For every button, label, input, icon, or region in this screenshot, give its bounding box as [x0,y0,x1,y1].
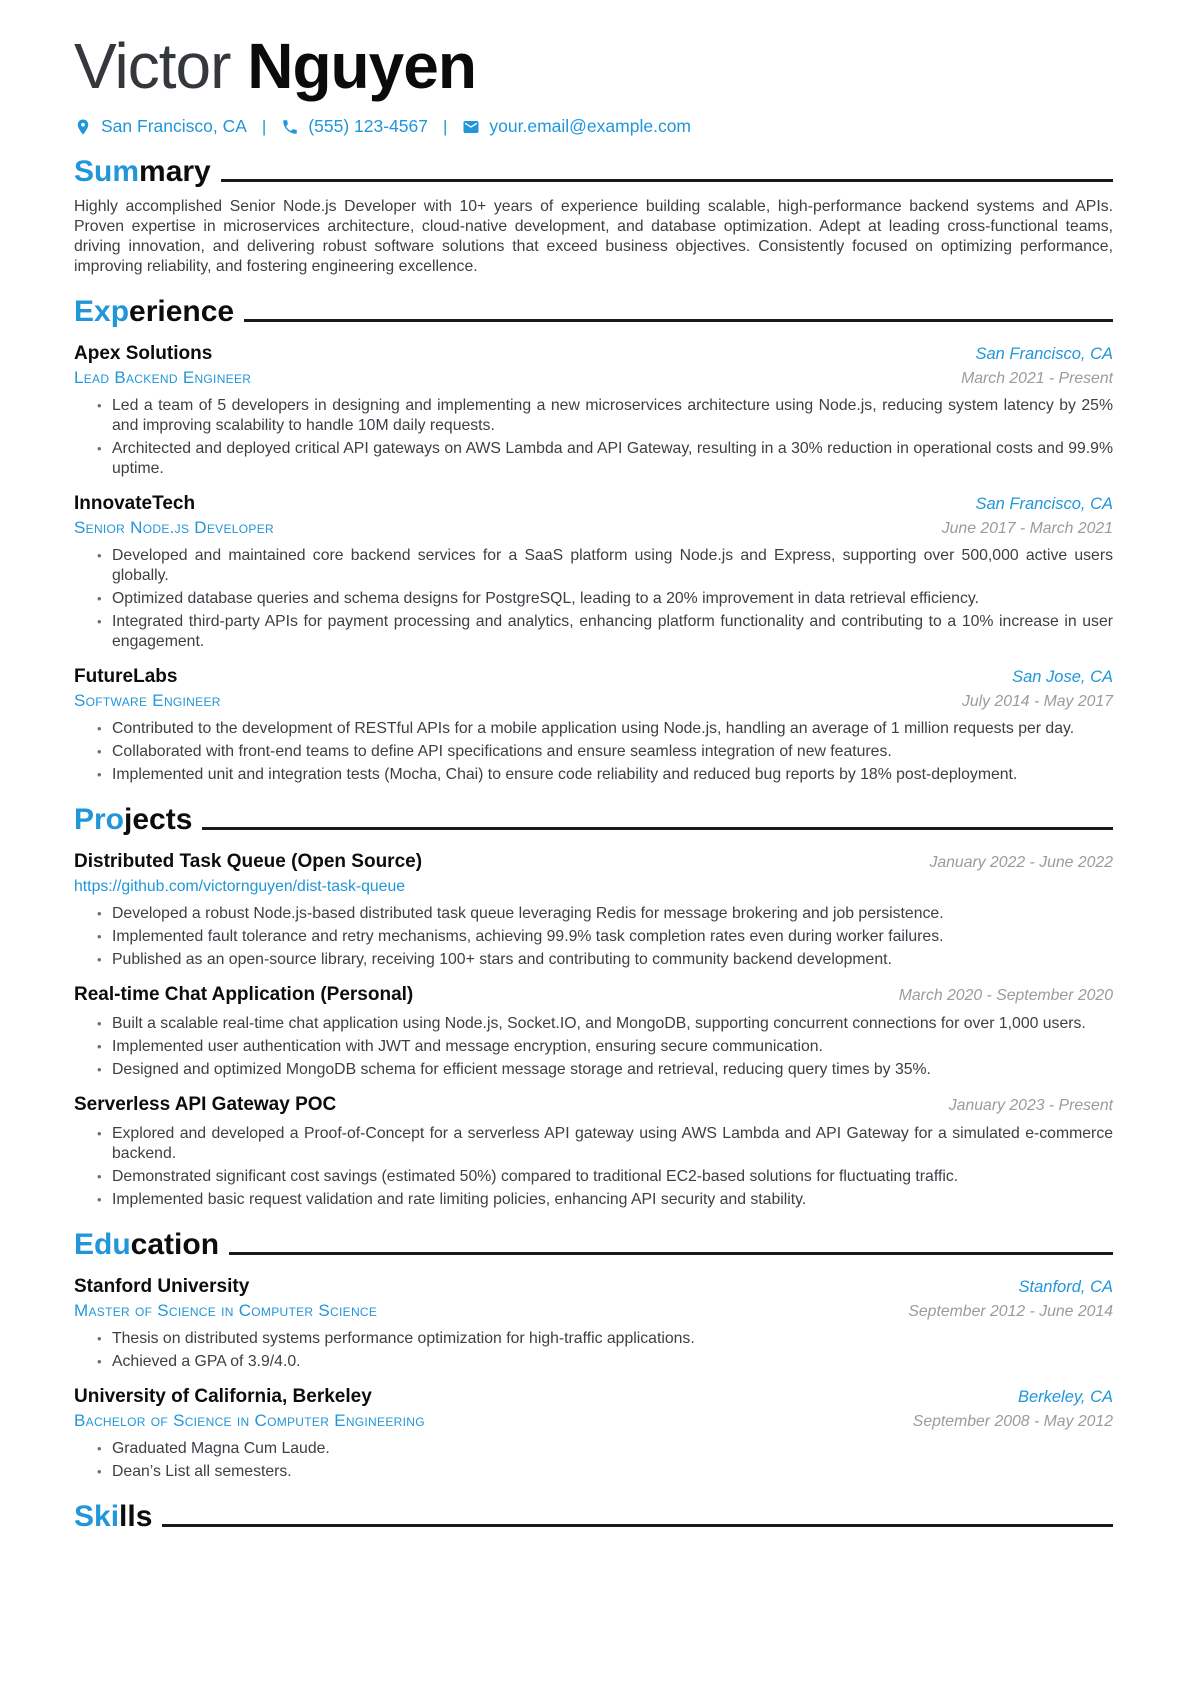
entry-header-row [74,851,1113,873]
project-link[interactable]: https://github.com/victornguyen/dist-task-queue [74,878,406,895]
job-title: Lead Backend Engineer [74,368,252,387]
date-range: July 2014 - May 2017 [961,693,1113,710]
project-entry [74,1094,1113,1210]
education-heading-row [74,1228,1113,1262]
company-name: FutureLabs [74,666,178,687]
bullet-list [74,1124,1113,1210]
bullet-item: • Developed a robust Node.js-based distributed task queue leveraging Redis for message brokering and job persistence. [112,904,1113,924]
bullet-item: • Dean’s List all semesters. [112,1462,1113,1482]
skills-heading [74,1500,152,1534]
summary-text: Highly accomplished Senior Node.js Developer with 10+ years of experience building scalable, high-performance backend systems and APIs. Proven expertise in microservices architecture, cloud-native development, and database optimization. Adept at leading cross-functional teams, driving innovation, and delivering robust software solutions that exceed business objectives. Consistently focused on optimizing performance, improving reliability, and fostering engineering excellence. [74,198,1113,275]
bullet-item: • Collaborated with front-end teams to define API specifications and ensure seamless integration of new features. [112,742,1113,762]
section-projects [74,803,1113,1210]
entry-header-row [74,984,1113,1006]
date-range: June 2017 - March 2021 [941,520,1113,537]
bullet-item: • Thesis on distributed systems performance optimization for high-traffic applications. [112,1329,1113,1349]
projects-heading [74,803,192,837]
bullet-item: • Graduated Magna Cum Laude. [112,1439,1113,1459]
project-name: Real-time Chat Application (Personal) [74,984,414,1005]
experience-entry [74,493,1113,652]
section-experience [74,295,1113,785]
bullet-list [74,396,1113,479]
section-summary [74,155,1113,277]
contact-phone[interactable] [281,116,428,137]
degree: Bachelor of Science in Computer Engineering [74,1411,425,1430]
contact-location [74,116,247,137]
entry-header-row [74,1094,1113,1116]
company-name: Apex Solutions [74,343,213,364]
contact-email[interactable] [462,116,691,137]
experience-heading-row [74,295,1113,329]
project-entry [74,984,1113,1080]
bullet-list [74,1439,1113,1482]
contact-row [74,116,1113,137]
projects-heading-row [74,803,1113,837]
entry-header-row [74,1276,1113,1298]
date-range: March 2021 - Present [961,370,1113,387]
entry-header-row [74,493,1113,515]
project-link-row [74,878,1113,896]
heading-rest: lls [119,1500,153,1533]
summary-heading [74,155,211,189]
project-name: Serverless API Gateway POC [74,1094,337,1115]
person-name [74,30,1113,102]
entry-subheader-row [74,691,1113,711]
job-title: Software Engineer [74,691,221,710]
bullet-item: • Developed and maintained core backend services for a SaaS platform using Node.js and Express, supporting over 500,000 active users globally. [112,546,1113,586]
bullet-item: • Implemented fault tolerance and retry mechanisms, achieving 99.9% task completion rates even during worker failures. [112,927,1113,947]
bullet-item: • Explored and developed a Proof-of-Concept for a serverless API gateway using AWS Lambda and API Gateway for a simulated e-commerce backend. [112,1124,1113,1164]
project-entry [74,851,1113,970]
location-pin-icon [74,118,92,136]
section-education [74,1228,1113,1482]
bullet-item: • Implemented unit and integration tests (Mocha, Chai) to ensure code reliability and reduced bug reports by 18% post-deployment. [112,765,1113,785]
last-name: Nguyen [247,30,476,102]
location-text: San Francisco, CA [101,116,247,136]
school-name: Stanford University [74,1276,250,1297]
company-name: InnovateTech [74,493,196,514]
date-range: January 2023 - Present [948,1097,1113,1114]
job-location: San Francisco, CA [975,495,1113,513]
phone-icon [281,118,299,136]
date-range: September 2012 - June 2014 [908,1303,1113,1320]
bullet-item: • Implemented user authentication with JWT and message encryption, ensuring secure communication. [112,1037,1113,1057]
heading-highlight: Pro [74,803,125,836]
email-text[interactable]: your.email@example.com [489,116,691,136]
entry-subheader-row [74,518,1113,538]
bullet-list [74,546,1113,652]
bullet-list [74,904,1113,970]
bullet-list [74,1014,1113,1080]
bullet-item: • Published as an open-source library, receiving 100+ stars and contributing to community backend development. [112,950,1113,970]
experience-entry [74,666,1113,785]
entry-header-row [74,1386,1113,1408]
heading-rest: cation [130,1228,220,1261]
heading-highlight: Edu [74,1228,131,1261]
bullet-item: • Implemented basic request validation and rate limiting policies, enhancing API security and stability. [112,1190,1113,1210]
bullet-item: • Integrated third-party APIs for payment processing and analytics, enhancing platform functionality and contributing to a 10% increase in user engagement. [112,612,1113,652]
school-name: University of California, Berkeley [74,1386,372,1407]
heading-rule [244,319,1113,322]
school-location: Berkeley, CA [1017,1388,1113,1406]
heading-rest: erience [129,295,235,328]
job-location: San Jose, CA [1012,668,1113,686]
heading-rest: jects [124,803,193,836]
contact-separator: | [442,116,448,136]
bullet-list [74,719,1113,785]
skills-heading-row [74,1500,1113,1534]
entry-header-row [74,343,1113,365]
entry-header-row [74,666,1113,688]
heading-rule [162,1524,1113,1527]
job-title: Senior Node.js Developer [74,518,274,537]
bullet-item: • Built a scalable real-time chat application using Node.js, Socket.IO, and MongoDB, supporting concurrent connections for over 1,000 users. [112,1014,1113,1034]
job-location: San Francisco, CA [975,345,1113,363]
phone-text[interactable]: (555) 123-4567 [308,116,428,136]
bullet-list [74,1329,1113,1372]
date-range: January 2022 - June 2022 [929,854,1113,871]
entry-subheader-row [74,1301,1113,1321]
heading-rule [221,179,1113,182]
school-location: Stanford, CA [1018,1278,1113,1296]
bullet-item: • Optimized database queries and schema designs for PostgreSQL, leading to a 20% improvement in data retrieval efficiency. [112,589,1113,609]
heading-rule [229,1252,1113,1255]
entry-subheader-row [74,368,1113,388]
education-heading [74,1228,219,1262]
heading-rest: mary [139,155,211,188]
bullet-item: • Architected and deployed critical API gateways on AWS Lambda and API Gateway, resulting in a 30% reduction in operational costs and 99.9% uptime. [112,439,1113,479]
heading-highlight: Ski [74,1500,120,1533]
bullet-item: • Achieved a GPA of 3.9/4.0. [112,1352,1113,1372]
bullet-item: • Contributed to the development of RESTful APIs for a mobile application using Node.js, handling an average of 1 million requests per day. [112,719,1113,739]
bullet-item: • Demonstrated significant cost savings (estimated 50%) compared to traditional EC2-based solutions for fluctuating traffic. [112,1167,1113,1187]
education-entry [74,1386,1113,1482]
envelope-icon [462,118,480,136]
heading-rule [202,827,1113,830]
date-range: September 2008 - May 2012 [912,1413,1113,1430]
section-skills [74,1500,1113,1534]
project-name: Distributed Task Queue (Open Source) [74,851,423,872]
first-name: Victor [74,30,231,102]
heading-highlight: Exp [74,295,130,328]
degree: Master of Science in Computer Science [74,1301,378,1320]
experience-heading [74,295,234,329]
contact-separator: | [261,116,267,136]
education-entry [74,1276,1113,1372]
experience-entry [74,343,1113,479]
heading-highlight: Sum [74,155,140,188]
bullet-item: • Led a team of 5 developers in designing and implementing a new microservices architecture using Node.js, reducing system latency by 25% and improving scalability to handle 10M daily requests. [112,396,1113,436]
date-range: March 2020 - September 2020 [898,987,1113,1004]
summary-heading-row [74,155,1113,189]
bullet-item: • Designed and optimized MongoDB schema for efficient message storage and retrieval, reducing query times by 35%. [112,1060,1113,1080]
entry-subheader-row [74,1411,1113,1431]
